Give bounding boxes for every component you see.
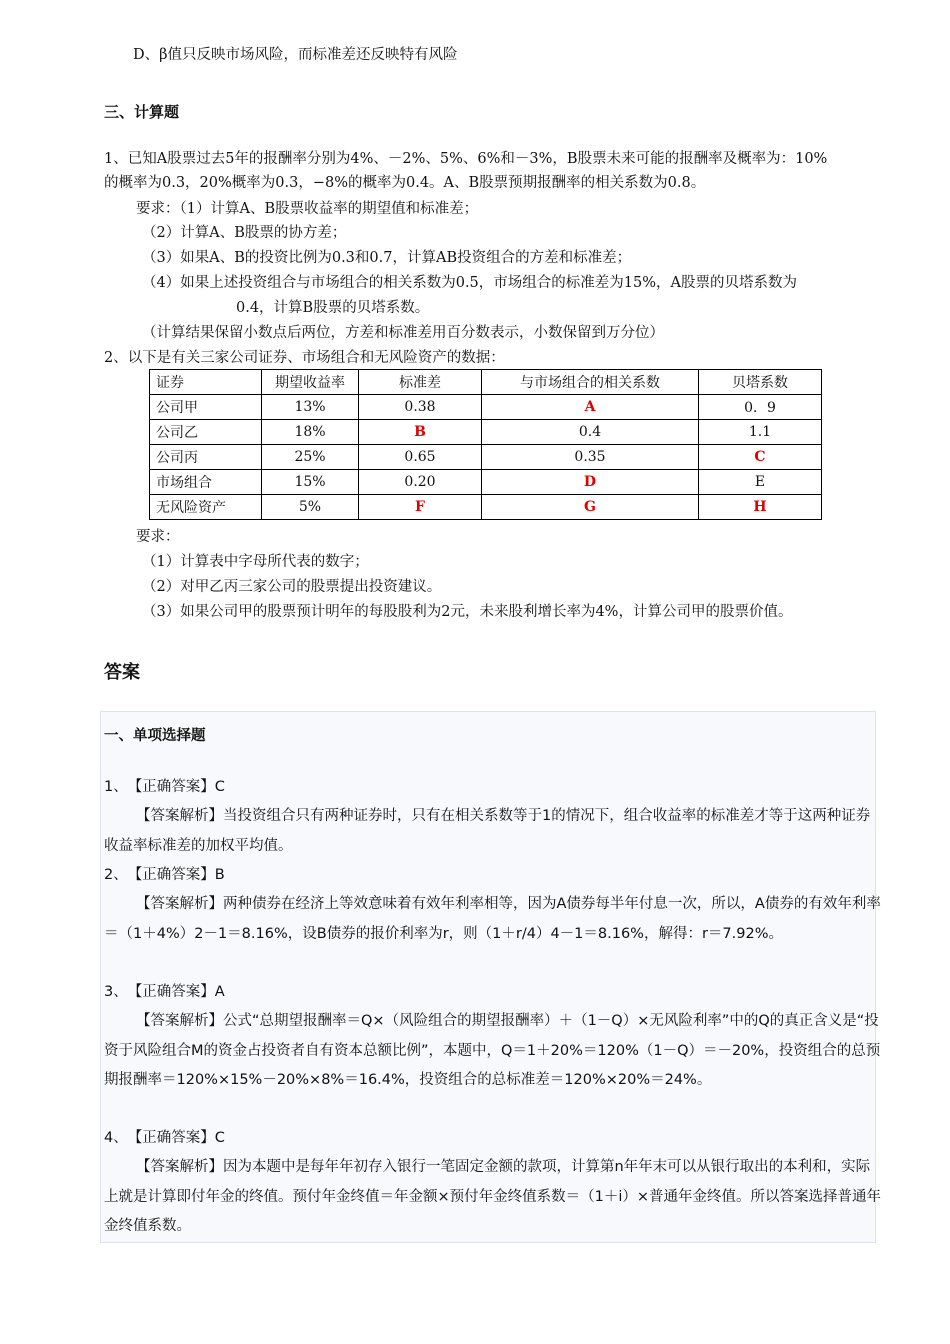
answer-3-explanation: 【答案解析】公式“总期望报酬率＝Q×（风险组合的期望报酬率）＋（1－Q）×无风险利率”中的Q的真正含义是“投资于风险组合M的资金占投资者自有资本总额比例”，本题中，Q＝1＋20%＝120%（1－Q）＝－20%，投资组合的总预期报酬率＝120%×15%－20%×8%＝16.4%，投资组合的总标准差＝120%×20%＝24%。 — [104, 1013, 881, 1088]
header-cell: 证券 — [150, 370, 262, 395]
header-cell: 与市场组合的相关系数 — [482, 370, 699, 395]
answer-4-explanation: 【答案解析】因为本题中是每年年初存入银行一笔固定金额的款项，计算第n年年末可以从银行取出的本利和，实际上就是计算即付年金的终值。预付年金终值＝年金额×预付年金终值系数＝（1＋i）×普通年金终值。所以答案选择普通年金终值系数。 — [104, 1159, 882, 1234]
table-cell-unknown: F — [359, 495, 482, 520]
table-cell: 0.4 — [482, 420, 699, 445]
table-cell: 0.20 — [359, 470, 482, 495]
table-cell: 公司乙 — [150, 420, 262, 445]
header-cell: 标准差 — [359, 370, 482, 395]
table-cell-unknown: B — [359, 420, 482, 445]
answer-1-explanation: 【答案解析】当投资组合只有两种证券时，只有在相关系数等于1的情况下，组合收益率的标准差才等于这两种证券收益率标准差的加权平均值。 — [104, 808, 871, 854]
answer-1-label: 1、 【正确答案】C — [104, 779, 225, 795]
table-cell: 25% — [262, 445, 359, 470]
table-cell-unknown: H — [699, 495, 822, 520]
securities-table — [149, 369, 822, 520]
table-cell: 0.35 — [482, 445, 699, 470]
table-row — [150, 470, 822, 495]
answer-4-label: 4、 【正确答案】C — [104, 1130, 225, 1146]
q2-req2: （2）对甲乙丙三家公司的股票提出投资建议。 — [142, 579, 442, 595]
q2-req3: （3）如果公司甲的股票预计明年的每股股利为2元，未来股利增长率为4%，计算公司甲的股票价值。 — [142, 604, 793, 620]
q2-req-title: 要求： — [136, 529, 180, 545]
table-cell-unknown: G — [482, 495, 699, 520]
table-row — [150, 445, 822, 470]
table-cell: 0．9 — [699, 395, 822, 420]
table-cell: 市场组合 — [150, 470, 262, 495]
answer-3-label: 3、 【正确答案】A — [104, 984, 225, 1000]
answers-title: 答案 — [104, 662, 140, 683]
q1-note: （计算结果保留小数点后两位，方差和标准差用百分数表示，小数保留到万分位） — [142, 325, 664, 341]
option-d-line: D、β值只反映市场风险，而标准差还反映特有风险 — [133, 47, 458, 63]
table-row — [150, 395, 822, 420]
table-header-row — [150, 370, 822, 395]
table-cell: 公司丙 — [150, 445, 262, 470]
answers-section1-title: 一、单项选择题 — [104, 728, 206, 744]
q2-intro: 2、以下是有关三家公司证券、市场组合和无风险资产的数据： — [104, 350, 505, 366]
table-cell: 公司甲 — [150, 395, 262, 420]
table-cell: 15% — [262, 470, 359, 495]
q1-req2: （2）计算A、B股票的协方差； — [142, 225, 347, 241]
table-cell-unknown: A — [482, 395, 699, 420]
table-cell: 1.1 — [699, 420, 822, 445]
q1-req1: 要求：（1）计算A、B股票收益率的期望值和标准差； — [136, 201, 479, 217]
header-cell: 期望收益率 — [262, 370, 359, 395]
section3-title: 三、计算题 — [104, 103, 180, 121]
q1-line2: 的概率为0.3，20%概率为0.3，−8%的概率为0.4。A、B股票预期报酬率的相关系数为0.8。 — [104, 175, 706, 191]
table-cell: 13% — [262, 395, 359, 420]
table-cell-unknown: C — [699, 445, 822, 470]
q1-req4a: （4）如果上述投资组合与市场组合的相关系数为0.5，市场组合的标准差为15%，A股票的贝塔系数为 — [142, 275, 797, 291]
answer-2-label: 2、 【正确答案】B — [104, 867, 225, 883]
table-cell: 5% — [262, 495, 359, 520]
table-cell-unknown: D — [482, 470, 699, 495]
table-row — [150, 495, 822, 520]
table-cell: 18% — [262, 420, 359, 445]
header-cell: 贝塔系数 — [699, 370, 822, 395]
q1-req4b: 0.4，计算B股票的贝塔系数。 — [236, 300, 430, 316]
table-cell: E — [699, 470, 822, 495]
q1-req3: （3）如果A、B的投资比例为0.3和0.7，计算AB投资组合的方差和标准差； — [142, 250, 632, 266]
table-cell: 0.38 — [359, 395, 482, 420]
answer-2-explanation: 【答案解析】两种债券在经济上等效意味着有效年利率相等，因为A债券每半年付息一次，所以，A债券的有效年利率＝（1＋4%）2－1＝8.16%，设B债券的报价利率为r，则（1＋r/4）4－1＝8.16%，解得：r＝7.92%。 — [104, 896, 881, 942]
table-cell: 无风险资产 — [150, 495, 262, 520]
table-row — [150, 420, 822, 445]
q2-req1: （1）计算表中字母所代表的数字； — [142, 554, 369, 570]
table-cell: 0.65 — [359, 445, 482, 470]
q1-line1: 1、已知A股票过去5年的报酬率分别为4%、－2%、5%、6%和－3%，B股票未来可能的报酬率及概率为：10% — [104, 151, 828, 167]
